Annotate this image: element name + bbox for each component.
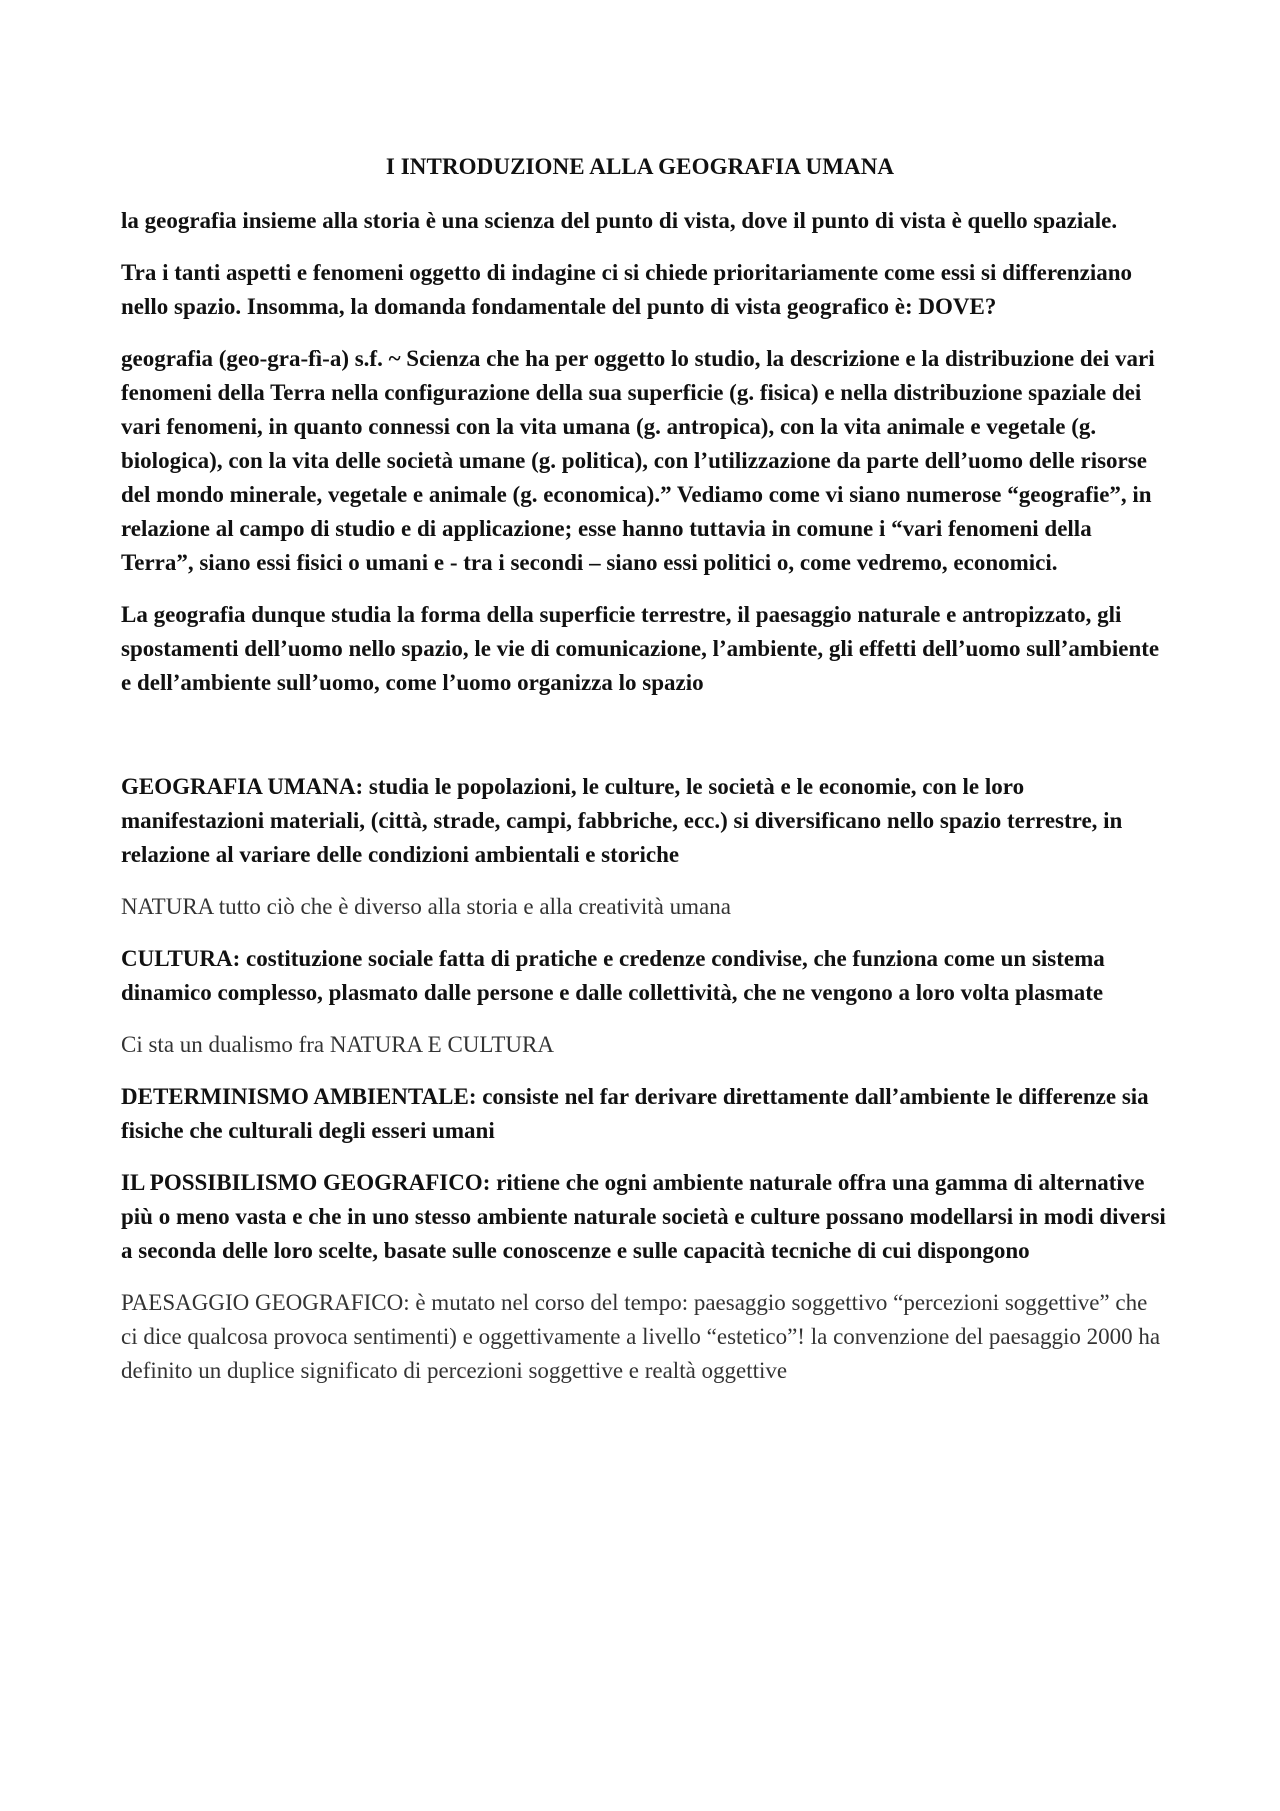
paragraph-possibilismo: IL POSSIBILISMO GEOGRAFICO: ritiene che ogni ambiente naturale offra una gamma di alternative più o meno vasta e che in uno stesso ambiente naturale società e culture possano modellarsi in modi diversi a seconda delle loro scelte, basate sulle conoscenze e sulle capacità tecniche di cui dispongono — [121, 1170, 1166, 1263]
paragraph-definition: geografia (geo-gra-fì-a) s.f. ~ Scienza che ha per oggetto lo studio, la descrizione e la distribuzione dei vari fenomeni della Terra nella configurazione della sua superficie (g. fisica) e nella distribuzione spaziale dei vari fenomeni, in quanto connessi con la vita umana (g. antropica), con la vita animale e vegetale (g. biologica), con la vita delle società umane (g. politica), con l’utilizzazione da parte dell’uomo delle risorse del mondo minerale, vegetale e animale (g. economica).” Vediamo come vi siano numerose “geografie”, in relazione al campo di studio e di applicazione; esse hanno tuttavia in comune i “vari fenomeni della Terra”, siano essi fisici o umani e - tra i secondi – siano essi politici o, come vedremo, economici. — [121, 346, 1155, 575]
paragraph-geografia-umana: GEOGRAFIA UMANA: studia le popolazioni, le culture, le società e le economie, con le loro manifestazioni materiali, (città, strade, campi, fabbriche, ecc.) si diversificano nello spazio terrestre, in relazione al variare delle condizioni ambientali e storiche — [121, 774, 1123, 867]
paragraph-dualismo: Ci sta un dualismo fra NATURA E CULTURA — [121, 1032, 554, 1057]
paragraph-cultura: CULTURA: costituzione sociale fatta di pratiche e credenze condivise, che funziona come un sistema dinamico complesso, plasmato dalle persone e dalle collettività, che ne vengono a loro volta plasmate — [121, 946, 1105, 1005]
page-title: I INTRODUZIONE ALLA GEOGRAFIA UMANA — [385, 154, 895, 179]
paragraph-determinismo: DETERMINISMO AMBIENTALE: consiste nel far derivare direttamente dall’ambiente le differenze sia fisiche che culturali degli esseri umani — [121, 1084, 1149, 1143]
paragraph-scope: La geografia dunque studia la forma della superficie terrestre, il paesaggio naturale e antropizzato, gli spostamenti dell’uomo nello spazio, le vie di comunicazione, l’ambiente, gli effetti dell’uomo sull’ambiente e dell’ambiente sull’uomo, come l’uomo organizza lo spazio — [121, 602, 1160, 695]
section-gap — [121, 718, 1169, 770]
paragraph-question: Tra i tanti aspetti e fenomeni oggetto di indagine ci si chiede prioritariamente come essi si differenziano nello spazio. Insomma, la domanda fondamentale del punto di vista geografico è: DOVE? — [121, 260, 1133, 319]
paragraph-intro: la geografia insieme alla storia è una scienza del punto di vista, dove il punto di vista è quello spaziale. — [121, 208, 1118, 233]
document-body — [121, 204, 1169, 1406]
paragraph-paesaggio: PAESAGGIO GEOGRAFICO: è mutato nel corso del tempo: paesaggio soggettivo “percezioni soggettive” che ci dice qualcosa provoca sentimenti) e oggettivamente a livello “estetico”! la convenzione del paesaggio 2000 ha definito un duplice significato di percezioni soggettive e realtà oggettive — [121, 1290, 1161, 1383]
paragraph-natura: NATURA tutto ciò che è diverso alla storia e alla creatività umana — [121, 894, 731, 919]
